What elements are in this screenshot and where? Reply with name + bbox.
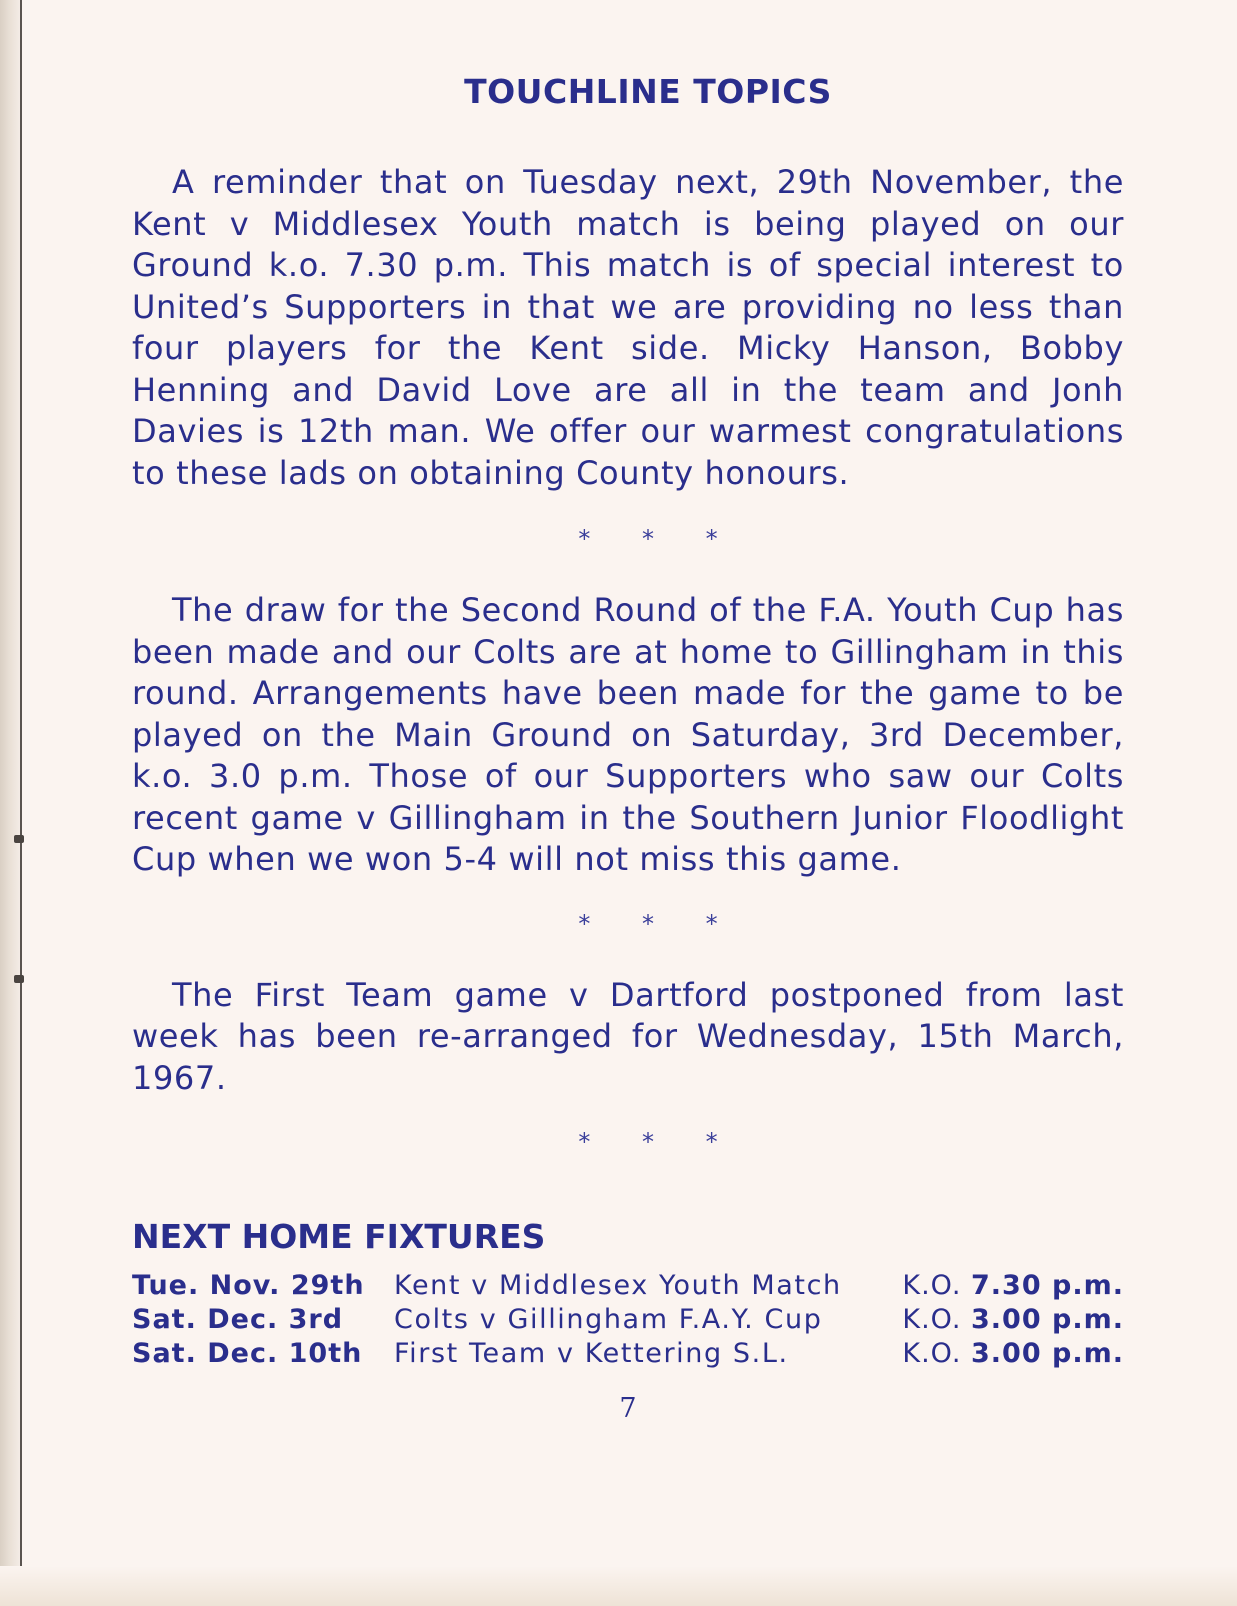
- staple-upper: [14, 835, 24, 843]
- fixture-date: Sat. Dec. 10th: [132, 1338, 363, 1369]
- binding-fold-line: [20, 0, 22, 1606]
- page-content: [132, 60, 1124, 1424]
- page-number: 7: [619, 1393, 637, 1424]
- fixture-date: Sat. Dec. 3rd: [132, 1304, 344, 1335]
- kickoff-label: K.O.: [902, 1304, 962, 1335]
- fixtures-heading: NEXT HOME FIXTURES: [132, 1217, 546, 1256]
- page-bottom-edge: [0, 1566, 1237, 1606]
- fixture-event: Kent v Middlesex Youth Match: [394, 1270, 842, 1301]
- paragraph-dartford-rearranged: The First Team game v Dartford postponed from last week has been re-arranged for Wednesday, 15th March, 1967.: [132, 975, 1124, 1097]
- staple-lower: [14, 975, 24, 983]
- fixture-date: Tue. Nov. 29th: [132, 1270, 365, 1301]
- kickoff-time: 3.00 p.m.: [971, 1338, 1124, 1369]
- paragraph-fa-youth-cup: The draw for the Second Round of the F.A. Youth Cup has been made and our Colts are at home to Gillingham in this round. Arrangements have been made for the game to be played on the Main Ground on Saturday, 3rd December, k.o. 3.0 p.m. Those of our Supporters who saw our Colts recent game v Gillingham in the Southern Junior Floodlight Cup when we won 5-4 will not miss this game.: [132, 591, 1124, 878]
- fixture-row: [132, 1303, 1124, 1337]
- paragraph-youth-match: A reminder that on Tuesday next, 29th November, the Kent v Middlesex Youth match is being played on our Ground k.o. 7.30 p.m. This match is of special interest to United’s Supporters in that we are providing no less than four players for the Kent side. Micky Hanson, Bobby Henning and David Love are all in the team and Jonh Davies is 12th man. We offer our warmest congratulations to these lads on obtaining County honours.: [132, 163, 1124, 492]
- kickoff-time: 3.00 p.m.: [971, 1304, 1124, 1335]
- fixture-event: Colts v Gillingham F.A.Y. Cup: [394, 1304, 823, 1335]
- fixture-event: First Team v Kettering S.L.: [394, 1338, 789, 1369]
- fixture-kickoff: [884, 1337, 1124, 1371]
- kickoff-time: 7.30 p.m.: [971, 1270, 1124, 1301]
- section-separator: * * *: [578, 1128, 718, 1156]
- fixture-kickoff: [884, 1303, 1124, 1337]
- page-title: TOUCHLINE TOPICS: [464, 72, 832, 111]
- kickoff-label: K.O.: [902, 1270, 962, 1301]
- fixture-kickoff: [884, 1269, 1124, 1303]
- section-separator: * * *: [578, 525, 718, 553]
- fixture-row: [132, 1269, 1124, 1303]
- fixture-row: [132, 1337, 1124, 1371]
- fixtures-table: [132, 1269, 1124, 1371]
- binding-spine: [0, 0, 22, 1606]
- section-separator: * * *: [578, 909, 718, 938]
- kickoff-label: K.O.: [902, 1338, 962, 1369]
